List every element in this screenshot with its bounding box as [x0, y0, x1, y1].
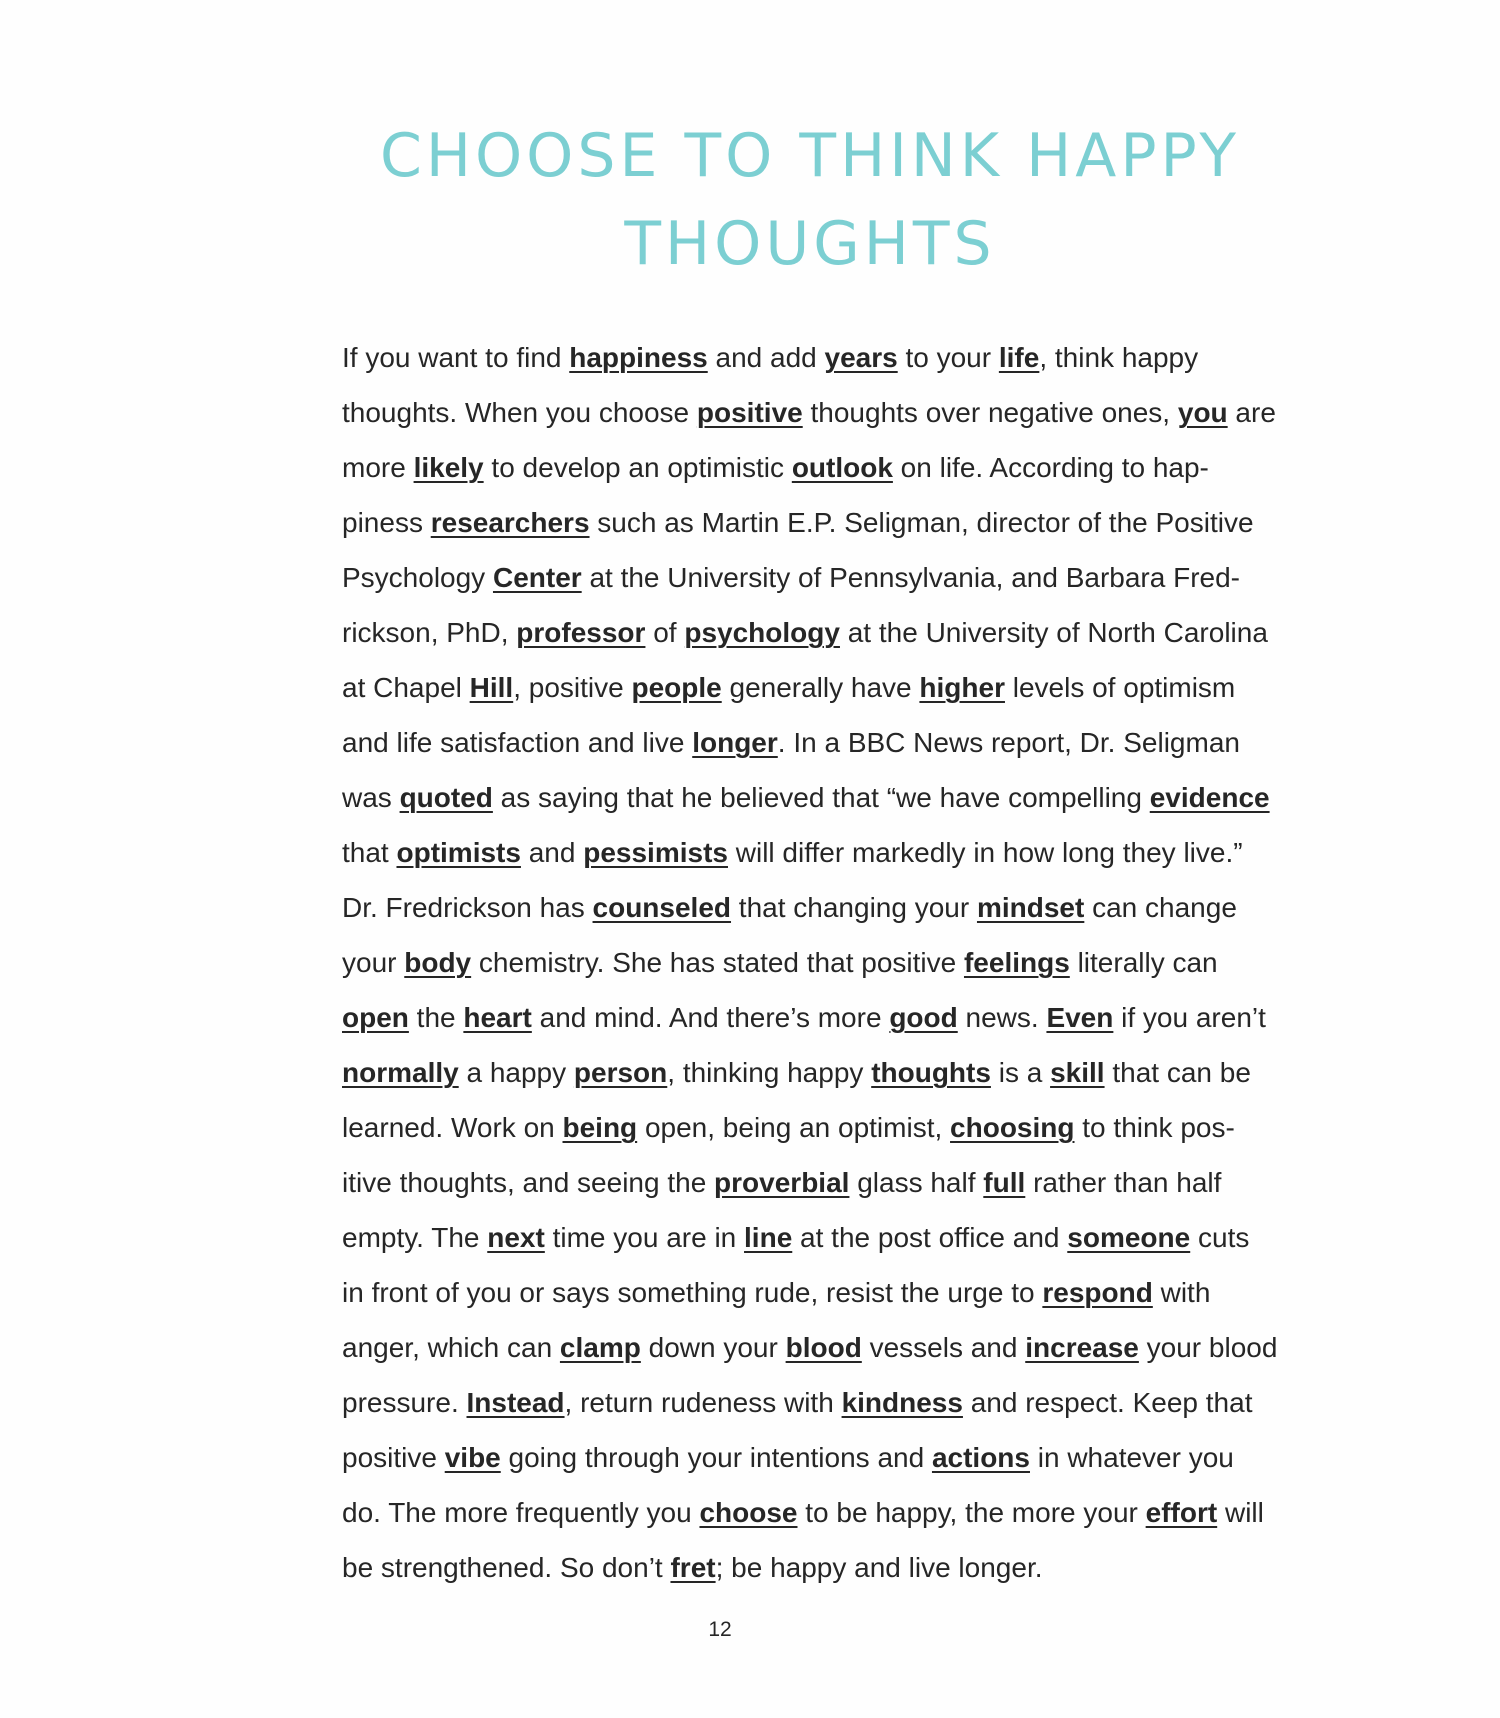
- text-segment: at the University of Pennsylvania, and Barbara Fred-: [581, 562, 1240, 593]
- text-segment: pressure.: [342, 1387, 467, 1418]
- text-line: [342, 1320, 1302, 1375]
- underlined-keyword: evidence: [1149, 782, 1270, 813]
- text-segment: cuts: [1190, 1222, 1250, 1253]
- text-segment: open, being an optimist,: [637, 1112, 951, 1143]
- page-number: 12: [708, 1618, 732, 1641]
- underlined-keyword: likely: [413, 452, 484, 483]
- text-line: [342, 1100, 1302, 1155]
- text-segment: and respect. Keep that: [962, 1387, 1253, 1418]
- text-segment: and: [520, 837, 584, 868]
- text-segment: as saying that he believed that “we have compelling: [492, 782, 1150, 813]
- underlined-keyword: being: [562, 1112, 638, 1143]
- underlined-keyword: years: [824, 342, 898, 373]
- text-segment: will differ markedly in how long they live.”: [727, 837, 1243, 868]
- underlined-keyword: increase: [1025, 1332, 1139, 1363]
- underlined-keyword: next: [487, 1222, 545, 1253]
- text-segment: piness: [342, 507, 431, 538]
- text-segment: vessels and: [861, 1332, 1026, 1363]
- underlined-keyword: person: [573, 1057, 668, 1088]
- text-segment: your: [342, 947, 405, 978]
- text-line: [342, 1265, 1302, 1320]
- text-line: [342, 1045, 1302, 1100]
- text-segment: anger, which can: [342, 1332, 560, 1363]
- text-segment: with: [1152, 1277, 1211, 1308]
- underlined-keyword: someone: [1067, 1222, 1191, 1253]
- text-segment: and life satisfaction and live: [342, 727, 693, 758]
- text-segment: Psychology: [342, 562, 493, 593]
- underlined-keyword: life: [998, 342, 1040, 373]
- text-segment: a happy: [458, 1057, 574, 1088]
- text-line: [342, 385, 1302, 440]
- text-segment: , return rudeness with: [564, 1387, 842, 1418]
- text-segment: are: [1227, 397, 1276, 428]
- text-segment: at the University of North Carolina: [839, 617, 1268, 648]
- text-line: [342, 715, 1302, 770]
- underlined-keyword: pessimists: [583, 837, 728, 868]
- text-segment: at the post office and: [792, 1222, 1068, 1253]
- text-segment: in whatever you: [1029, 1442, 1234, 1473]
- text-segment: news.: [957, 1002, 1047, 1033]
- underlined-keyword: counseled: [592, 892, 732, 923]
- text-segment: of: [645, 617, 685, 648]
- page-title: [360, 112, 1260, 288]
- text-segment: literally can: [1069, 947, 1218, 978]
- text-segment: glass half: [849, 1167, 984, 1198]
- underlined-keyword: thoughts: [871, 1057, 991, 1088]
- text-segment: your blood: [1138, 1332, 1278, 1363]
- text-segment: the: [408, 1002, 464, 1033]
- text-line: [342, 1485, 1302, 1540]
- text-segment: itive thoughts, and seeing the: [342, 1167, 715, 1198]
- underlined-keyword: kindness: [841, 1387, 963, 1418]
- text-line: [342, 1430, 1302, 1485]
- text-segment: , positive: [513, 672, 632, 703]
- underlined-keyword: longer: [692, 727, 778, 758]
- underlined-keyword: people: [631, 672, 722, 703]
- text-segment: going through your intentions and: [500, 1442, 932, 1473]
- text-line: [342, 935, 1302, 990]
- text-line: [342, 1540, 1302, 1595]
- underlined-keyword: respond: [1042, 1277, 1153, 1308]
- text-segment: and mind. And there’s more: [531, 1002, 890, 1033]
- text-segment: at Chapel: [342, 672, 470, 703]
- text-segment: in front of you or says something rude, resist the urge to: [342, 1277, 1043, 1308]
- underlined-keyword: mindset: [976, 892, 1085, 923]
- text-segment: , think happy: [1039, 342, 1199, 373]
- underlined-keyword: Instead: [466, 1387, 565, 1418]
- text-line: [342, 550, 1302, 605]
- underlined-keyword: quoted: [399, 782, 493, 813]
- underlined-keyword: choose: [699, 1497, 798, 1528]
- underlined-keyword: Even: [1046, 1002, 1114, 1033]
- text-segment: , thinking happy: [667, 1057, 872, 1088]
- text-line: [342, 495, 1302, 550]
- underlined-keyword: feelings: [963, 947, 1070, 978]
- text-segment: is a: [990, 1057, 1051, 1088]
- text-segment: down your: [640, 1332, 786, 1363]
- text-segment: will: [1217, 1497, 1264, 1528]
- underlined-keyword: heart: [463, 1002, 532, 1033]
- underlined-keyword: you: [1177, 397, 1228, 428]
- text-segment: that changing your: [731, 892, 977, 923]
- text-line: [342, 330, 1302, 385]
- underlined-keyword: vibe: [444, 1442, 501, 1473]
- underlined-keyword: open: [342, 1002, 409, 1033]
- underlined-keyword: proverbial: [714, 1167, 850, 1198]
- text-segment: can change: [1084, 892, 1237, 923]
- text-segment: thoughts over negative ones,: [802, 397, 1178, 428]
- underlined-keyword: good: [889, 1002, 958, 1033]
- text-segment: to think pos-: [1074, 1112, 1235, 1143]
- text-line: [342, 440, 1302, 495]
- text-segment: if you aren’t: [1113, 1002, 1266, 1033]
- text-segment: to your: [897, 342, 999, 373]
- text-segment: that can be: [1104, 1057, 1251, 1088]
- text-segment: empty. The: [342, 1222, 488, 1253]
- text-segment: generally have: [721, 672, 920, 703]
- text-segment: on life. According to hap-: [892, 452, 1209, 483]
- text-line: [342, 880, 1302, 935]
- underlined-keyword: effort: [1145, 1497, 1218, 1528]
- underlined-keyword: body: [404, 947, 472, 978]
- underlined-keyword: Hill: [469, 672, 514, 703]
- underlined-keyword: line: [744, 1222, 793, 1253]
- text-segment: learned. Work on: [342, 1112, 563, 1143]
- text-line: [342, 1375, 1302, 1430]
- text-segment: to develop an optimistic: [483, 452, 792, 483]
- text-segment: levels of optimism: [1004, 672, 1236, 703]
- text-line: [342, 1210, 1302, 1265]
- text-segment: do. The more frequently you: [342, 1497, 700, 1528]
- underlined-keyword: happiness: [569, 342, 708, 373]
- underlined-keyword: higher: [919, 672, 1005, 703]
- underlined-keyword: optimists: [396, 837, 521, 868]
- text-segment: that: [342, 837, 397, 868]
- underlined-keyword: Center: [492, 562, 582, 593]
- text-segment: rather than half: [1025, 1167, 1222, 1198]
- text-segment: and add: [707, 342, 825, 373]
- underlined-keyword: skill: [1050, 1057, 1105, 1088]
- text-segment: positive: [342, 1442, 445, 1473]
- text-segment: was: [342, 782, 400, 813]
- text-line: [342, 770, 1302, 825]
- underlined-keyword: outlook: [791, 452, 893, 483]
- text-line: [342, 660, 1302, 715]
- text-segment: ; be happy and live longer.: [715, 1552, 1043, 1583]
- underlined-keyword: psychology: [684, 617, 840, 648]
- underlined-keyword: researchers: [430, 507, 590, 538]
- underlined-keyword: fret: [670, 1552, 716, 1583]
- text-segment: thoughts. When you choose: [342, 397, 697, 428]
- title-line-1: CHOOSE TO THINK HAPPY: [379, 121, 1241, 191]
- underlined-keyword: positive: [696, 397, 803, 428]
- underlined-keyword: clamp: [559, 1332, 641, 1363]
- text-segment: such as Martin E.P. Seligman, director of the Positive: [589, 507, 1254, 538]
- text-segment: time you are in: [544, 1222, 745, 1253]
- body-paragraph: [342, 330, 1302, 1595]
- underlined-keyword: full: [983, 1167, 1026, 1198]
- text-line: [342, 990, 1302, 1045]
- underlined-keyword: normally: [342, 1057, 459, 1088]
- text-segment: rickson, PhD,: [342, 617, 517, 648]
- text-segment: be strengthened. So don’t: [342, 1552, 671, 1583]
- underlined-keyword: blood: [785, 1332, 862, 1363]
- text-line: [342, 825, 1302, 880]
- text-segment: . In a BBC News report, Dr. Seligman: [777, 727, 1240, 758]
- underlined-keyword: choosing: [950, 1112, 1075, 1143]
- text-segment: If you want to find: [342, 342, 570, 373]
- text-segment: Dr. Fredrickson has: [342, 892, 593, 923]
- title-line-2: THOUGHTS: [624, 209, 996, 279]
- text-line: [342, 605, 1302, 660]
- text-line: [342, 1155, 1302, 1210]
- text-segment: chemistry. She has stated that positive: [471, 947, 964, 978]
- text-segment: more: [342, 452, 414, 483]
- underlined-keyword: actions: [931, 1442, 1030, 1473]
- text-segment: to be happy, the more your: [797, 1497, 1146, 1528]
- underlined-keyword: professor: [516, 617, 646, 648]
